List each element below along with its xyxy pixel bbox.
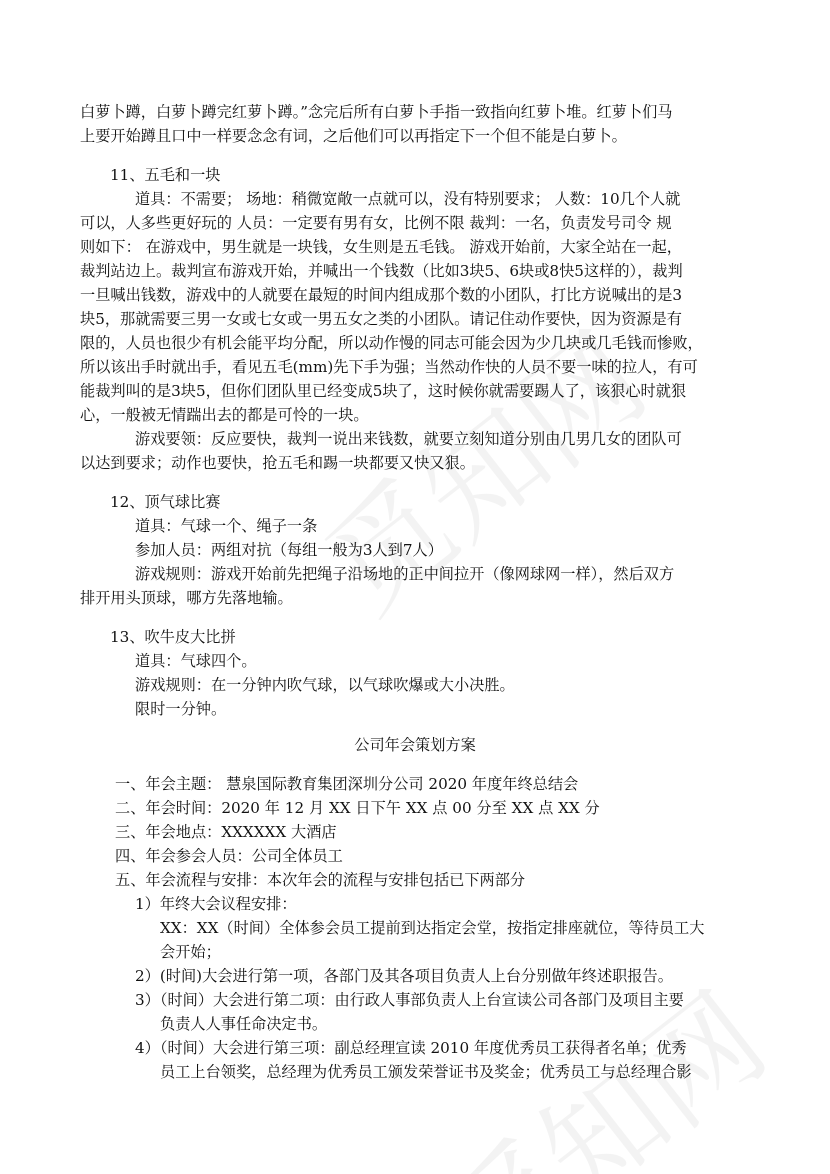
game11-line: 限的，人员也很少有机会能平均分配，所以动作慢的同志可能会因为少几块或几毛钱而惨败， bbox=[80, 334, 703, 352]
game11-line: 块5，那就需要三男一女或七女或一男五女之类的小团队。请记住动作要快，因为资源是有 bbox=[80, 310, 682, 328]
game11-line: 心，一般被无情踹出去的都是可怜的一块。 bbox=[80, 406, 369, 424]
game11-line: 裁判站边上。裁判宣布游戏开始，并喊出一个钱数（比如3块5、6块或8快5这样的），裁判 bbox=[80, 262, 683, 280]
game11-line: 可以，人多些更好玩的 人员：一定要有男有女，比例不限 裁判：一名，负责发号司令 规 bbox=[80, 214, 672, 232]
plan-item: 二、年会时间：2020 年 12 月 XX 日下午 XX 点 00 分至 XX 点 XX 分 bbox=[115, 799, 600, 817]
plan-sub: 负责人人事任命决定书。 bbox=[160, 1015, 328, 1033]
game11-heading: 11、五毛和一块 bbox=[110, 166, 221, 184]
game11-tip: 以达到要求；动作也要快，抢五毛和踢一块都要又快又狠。 bbox=[80, 454, 475, 472]
plan-item: 四、年会参会人员：公司全体员工 bbox=[115, 847, 343, 865]
game13-rules: 游戏规则：在一分钟内吹气球，以气球吹爆或大小决胜。 bbox=[135, 676, 515, 694]
game11-line: 一旦喊出钱数，游戏中的人就要在最短的时间内组成那个数的小团队，打比方说喊出的是3 bbox=[80, 286, 682, 304]
plan-item: 一、年会主题： 慧泉国际教育集团深圳分公司 2020 年度年终总结会 bbox=[115, 775, 579, 793]
game13-time: 限时一分钟。 bbox=[135, 700, 227, 718]
plan-item: 三、年会地点：XXXXXX 大酒店 bbox=[115, 823, 337, 841]
game13-heading: 13、吹牛皮大比拼 bbox=[110, 628, 236, 646]
game12-rules: 游戏规则：游戏开始前先把绳子沿场地的正中间拉开（像网球网一样），然后双方 bbox=[135, 565, 675, 583]
game12-props: 道具：气球一个、绳子一条 bbox=[135, 517, 318, 535]
game11-line: 能裁判叫的是3块5，但你们团队里已经变成5块了，这时候你就需要踢人了，该狠心时就狠 bbox=[80, 382, 687, 400]
plan-sub: 2）(时间)大会进行第一项，各部门及其各项目负责人上台分别做年终述职报告。 bbox=[135, 967, 673, 985]
game11-tip: 游戏要领：反应要快，裁判一说出来钱数，就要立刻知道分别由几男几女的团队可 bbox=[135, 430, 682, 448]
game11-line: 道具：不需要； 场地：稍微宽敞一点就可以，没有特别要求； 人数：10几个人就 bbox=[135, 190, 681, 208]
game13-props: 道具：气球四个。 bbox=[135, 652, 257, 670]
intro-line-1: 白萝卜蹲，白萝卜蹲完红萝卜蹲。”念完后所有白萝卜手指一致指向红萝卜堆。红萝卜们马 bbox=[80, 103, 673, 121]
plan-sub: 1）年终大会议程安排： bbox=[135, 895, 297, 913]
plan-sub: 3）（时间）大会进行第二项：由行政人事部负责人上台宣读公司各部门及项目主要 bbox=[135, 991, 684, 1009]
game11-line: 则如下： 在游戏中，男生就是一块钱，女生则是五毛钱。 游戏开始前，大家全站在一起， bbox=[80, 238, 682, 256]
game12-heading: 12、顶气球比赛 bbox=[110, 493, 221, 511]
plan-sub: 会开始； bbox=[160, 943, 221, 961]
game11-line: 所以该出手时就出手，看见五毛(mm)先下手为强；当然动作快的人员不要一味的拉人，有可 bbox=[80, 358, 698, 376]
intro-line-2: 上要开始蹲且口中一样要念念有词，之后他们可以再指定下一个但不能是白萝卜。 bbox=[80, 127, 627, 145]
game12-people: 参加人员：两组对抗（每组一般为3人到7人） bbox=[135, 541, 443, 559]
plan-sub: 4）（时间）大会进行第三项：副总经理宣读 2010 年度优秀员工获得者名单；优秀 bbox=[135, 1039, 687, 1057]
plan-sub: XX：XX（时间）全体参会员工提前到达指定会堂，按指定排座就位，等待员工大 bbox=[160, 919, 705, 937]
game12-rules: 排开用头顶球，哪方先落地输。 bbox=[80, 589, 293, 607]
plan-title: 公司年会策划方案 bbox=[354, 736, 476, 754]
plan-item: 五、年会流程与安排：本次年会的流程与安排包括已下两部分 bbox=[115, 871, 526, 889]
plan-sub: 员工上台领奖，总经理为优秀员工颁发荣誉证书及奖金；优秀员工与总经理合影 bbox=[160, 1063, 692, 1081]
